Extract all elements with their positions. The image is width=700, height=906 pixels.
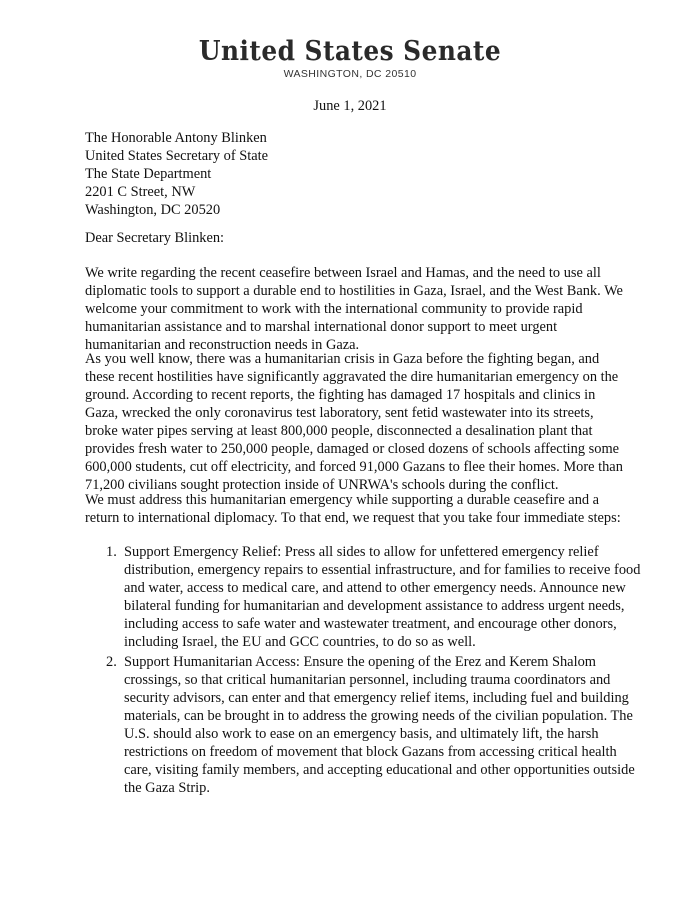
paragraph-crisis: As you well know, there was a humanitarian crisis in Gaza before the fighting began, and these recent hostilities have significantly aggravated the dire humanitarian emergency on the ground. According to recent reports, the fighting has damaged 17 hospitals and clinics in Gaza, wrecked the only coronavirus test laboratory, sent fetid wastewater into its streets, broke water pipes serving at least 800,000 people, disconnected a desalination plant that provides fresh water to 250,000 people, damaged or closed dozens of schools affecting some 600,000 students, cut off electricity, and forced 91,000 Gazans to flee their homes. More than 71,200 civilians sought protection inside of UNRWA's schools during the conflict. — [85, 351, 623, 493]
step-text: Support Humanitarian Access: Ensure the opening of the Erez and Kerem Shalom crossings, so that critical humanitarian personnel, including trauma coordinators and security advisors, can enter and that emergency relief items, including fuel and building materials, can be brought in to address the growing needs of the civilian population. The U.S. should also work to ease on an emergency basis, and ultimately lift, the harsh restrictions on freedom of movement that block Gazans from accessing critical health care, visiting family members, and accepting educational and other opportunities outside the Gaza Strip. — [124, 654, 635, 796]
step-text: Support Emergency Relief: Press all sides to allow for unfettered emergency relief distribution, emergency repairs to essential infrastructure, and for families to receive food and water, access to medical care, and attend to other emergency needs. Announce new bilateral funding for humanitarian and development assistance to address urgent needs, including access to safe water and wastewater treatment, and encourage other donors, including Israel, the EU and GCC countries, to do so as well. — [124, 544, 641, 650]
address-line: Washington, DC 20520 — [85, 202, 221, 218]
address-line: United States Secretary of State — [85, 148, 269, 164]
address-line: The State Department — [85, 166, 212, 182]
letter-date: June 1, 2021 — [313, 98, 387, 114]
paragraph-request: We must address this humanitarian emergency while supporting a durable ceasefire and a return to international diplomacy. To that end, we request that you take four immediate steps: — [85, 492, 621, 526]
address-line: 2201 C Street, NW — [85, 184, 196, 200]
letterhead-title: United States Senate — [198, 36, 502, 67]
step-number: 2. — [106, 654, 117, 670]
recipient-address — [85, 129, 625, 219]
paragraph-intro: We write regarding the recent ceasefire between Israel and Hamas, and the need to use all diplomatic tools to support a durable end to hostilities in Gaza, Israel, and the West Bank. We welcome your commitment to work with the international community to provide rapid humanitarian assistance and to marshal international donor support to meet urgent humanitarian and reconstruction needs in Gaza. — [85, 265, 623, 353]
address-line: The Honorable Antony Blinken — [85, 130, 267, 146]
step-item-humanitarian-access — [106, 653, 646, 797]
step-number: 1. — [106, 544, 117, 560]
letterhead-city: WASHINGTON, DC 20510 — [283, 68, 417, 80]
salutation: Dear Secretary Blinken: — [85, 230, 225, 246]
letterhead — [0, 36, 700, 81]
step-item-emergency-relief — [106, 543, 646, 651]
